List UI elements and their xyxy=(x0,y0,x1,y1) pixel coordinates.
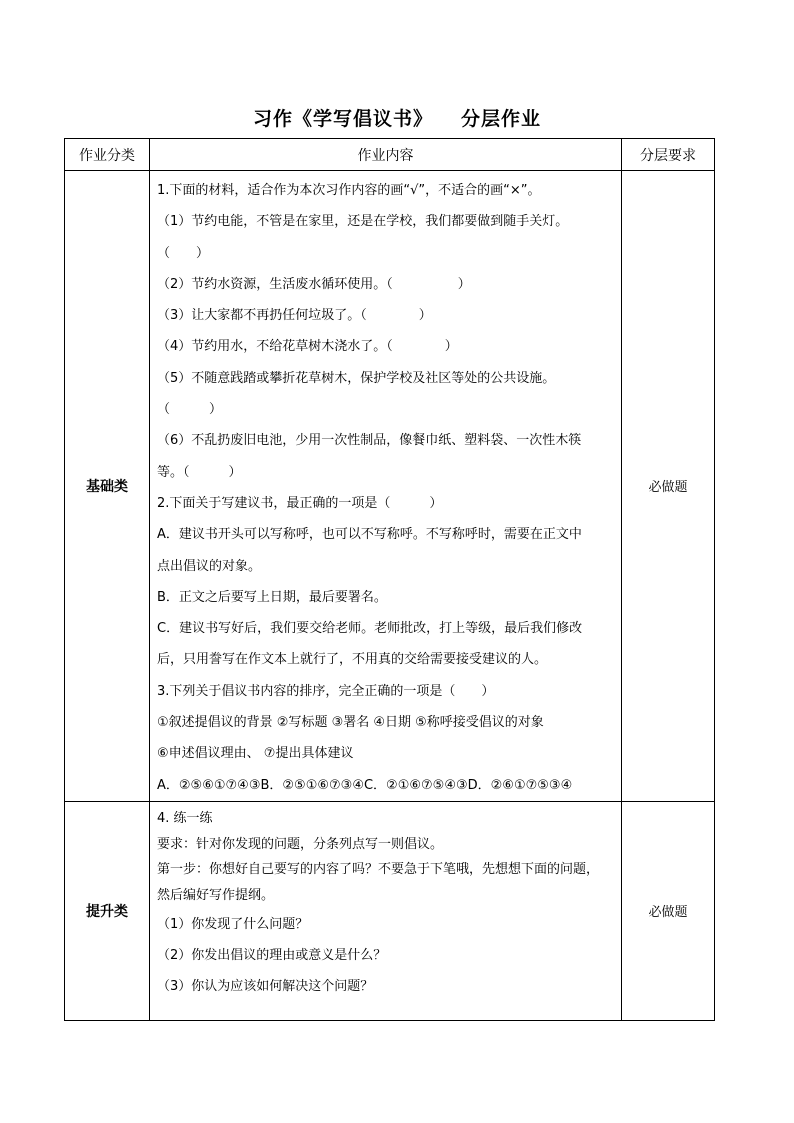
requirement-basic: 必做题 xyxy=(622,171,715,802)
question-1-item-5-blank: （ ） xyxy=(157,402,223,418)
title-sub: 分层作业 xyxy=(461,108,542,130)
question-1-item-6: （6）不乱扔废旧电池，少用一次性制品，像餐巾纸、塑料袋、一次性木筷 xyxy=(157,433,582,449)
table-row-basic xyxy=(65,171,715,802)
question-3-stem: 3.下列关于倡议书内容的排序，完全正确的一项是（ ） xyxy=(157,683,495,699)
question-3-items-1: ①叙述提倡议的背景 ②写标题 ③署名 ④日期 ⑤称呼接受倡议的对象 xyxy=(157,715,544,731)
question-4-step-1-cont: 然后编好写作提纲。 xyxy=(157,888,275,904)
question-2-stem: 2.下面关于写建议书，最正确的一项是（ ） xyxy=(157,495,443,511)
category-basic: 基础类 xyxy=(65,171,150,802)
table-row-advanced xyxy=(65,801,715,1020)
question-1-item-1: （1）节约电能，不管是在家里，还是在学校，我们都要做到随手关灯。 xyxy=(157,214,569,230)
question-1-item-3: （3）让大家都不再扔任何垃圾了。（ ） xyxy=(157,308,432,324)
requirement-advanced: 必做题 xyxy=(622,801,715,1020)
header-requirement: 分层要求 xyxy=(622,139,715,171)
question-1-item-4: （4）节约用水，不给花草树木浇水了。（ ） xyxy=(157,339,458,355)
question-4-requirement: 要求：针对你发现的问题，分条列点写一则倡议。 xyxy=(157,836,444,852)
question-3-items-2: ⑥申述倡议理由、 ⑦提出具体建议 xyxy=(157,746,354,762)
homework-table xyxy=(64,138,715,1021)
question-1-stem: 1.下面的材料，适合作为本次习作内容的画“√”，不适合的画“×”。 xyxy=(157,183,541,198)
question-1-item-6-end: 等。（ ） xyxy=(157,464,242,480)
content-basic xyxy=(150,171,622,802)
header-category: 作业分类 xyxy=(65,139,150,171)
question-1-item-5: （5）不随意践踏或攀折花草树木，保护学校及社区等处的公共设施。 xyxy=(157,370,556,386)
question-4-stem: 4. 练一练 xyxy=(157,810,213,826)
title-main: 习作《学写倡议书》 xyxy=(252,108,433,130)
content-advanced xyxy=(150,801,622,1020)
question-4-prompt-3: （3）你认为应该如何解决这个问题？ xyxy=(157,979,374,995)
question-4-step-1: 第一步：你想好自己要写的内容了吗？不要急于下笔哦，先想想下面的问题， xyxy=(157,862,600,878)
question-2-option-a: A．建议书开头可以写称呼，也可以不写称呼。不写称呼时，需要在正文中 xyxy=(157,527,582,543)
question-2-option-b: B．正文之后要写上日期，最后要署名。 xyxy=(157,589,387,605)
header-content: 作业内容 xyxy=(150,139,622,171)
question-2-option-c: C．建议书写好后，我们要交给老师。老师批改，打上等级，最后我们修改 xyxy=(157,621,583,637)
question-4-prompt-2: （2）你发出倡议的理由或意义是什么？ xyxy=(157,948,387,964)
question-3-options: A．②⑤⑥①⑦④③B．②⑤①⑥⑦③④C．②①⑥⑦⑤④③D．②⑥①⑦⑤③④ xyxy=(157,777,573,793)
document-title xyxy=(0,104,794,131)
question-2-option-a-cont: 点出倡议的对象。 xyxy=(157,558,262,574)
question-2-option-c-cont: 后，只用誊写在作文本上就行了，不用真的交给需要接受建议的人。 xyxy=(157,652,548,668)
question-4-prompt-1: （1）你发现了什么问题？ xyxy=(157,916,309,932)
question-1-item-1-blank: （ ） xyxy=(157,245,210,261)
question-1-item-2: （2）节约水资源，生活废水循环使用。（ ） xyxy=(157,276,471,292)
table-header-row xyxy=(65,139,715,171)
category-advanced: 提升类 xyxy=(65,801,150,1020)
